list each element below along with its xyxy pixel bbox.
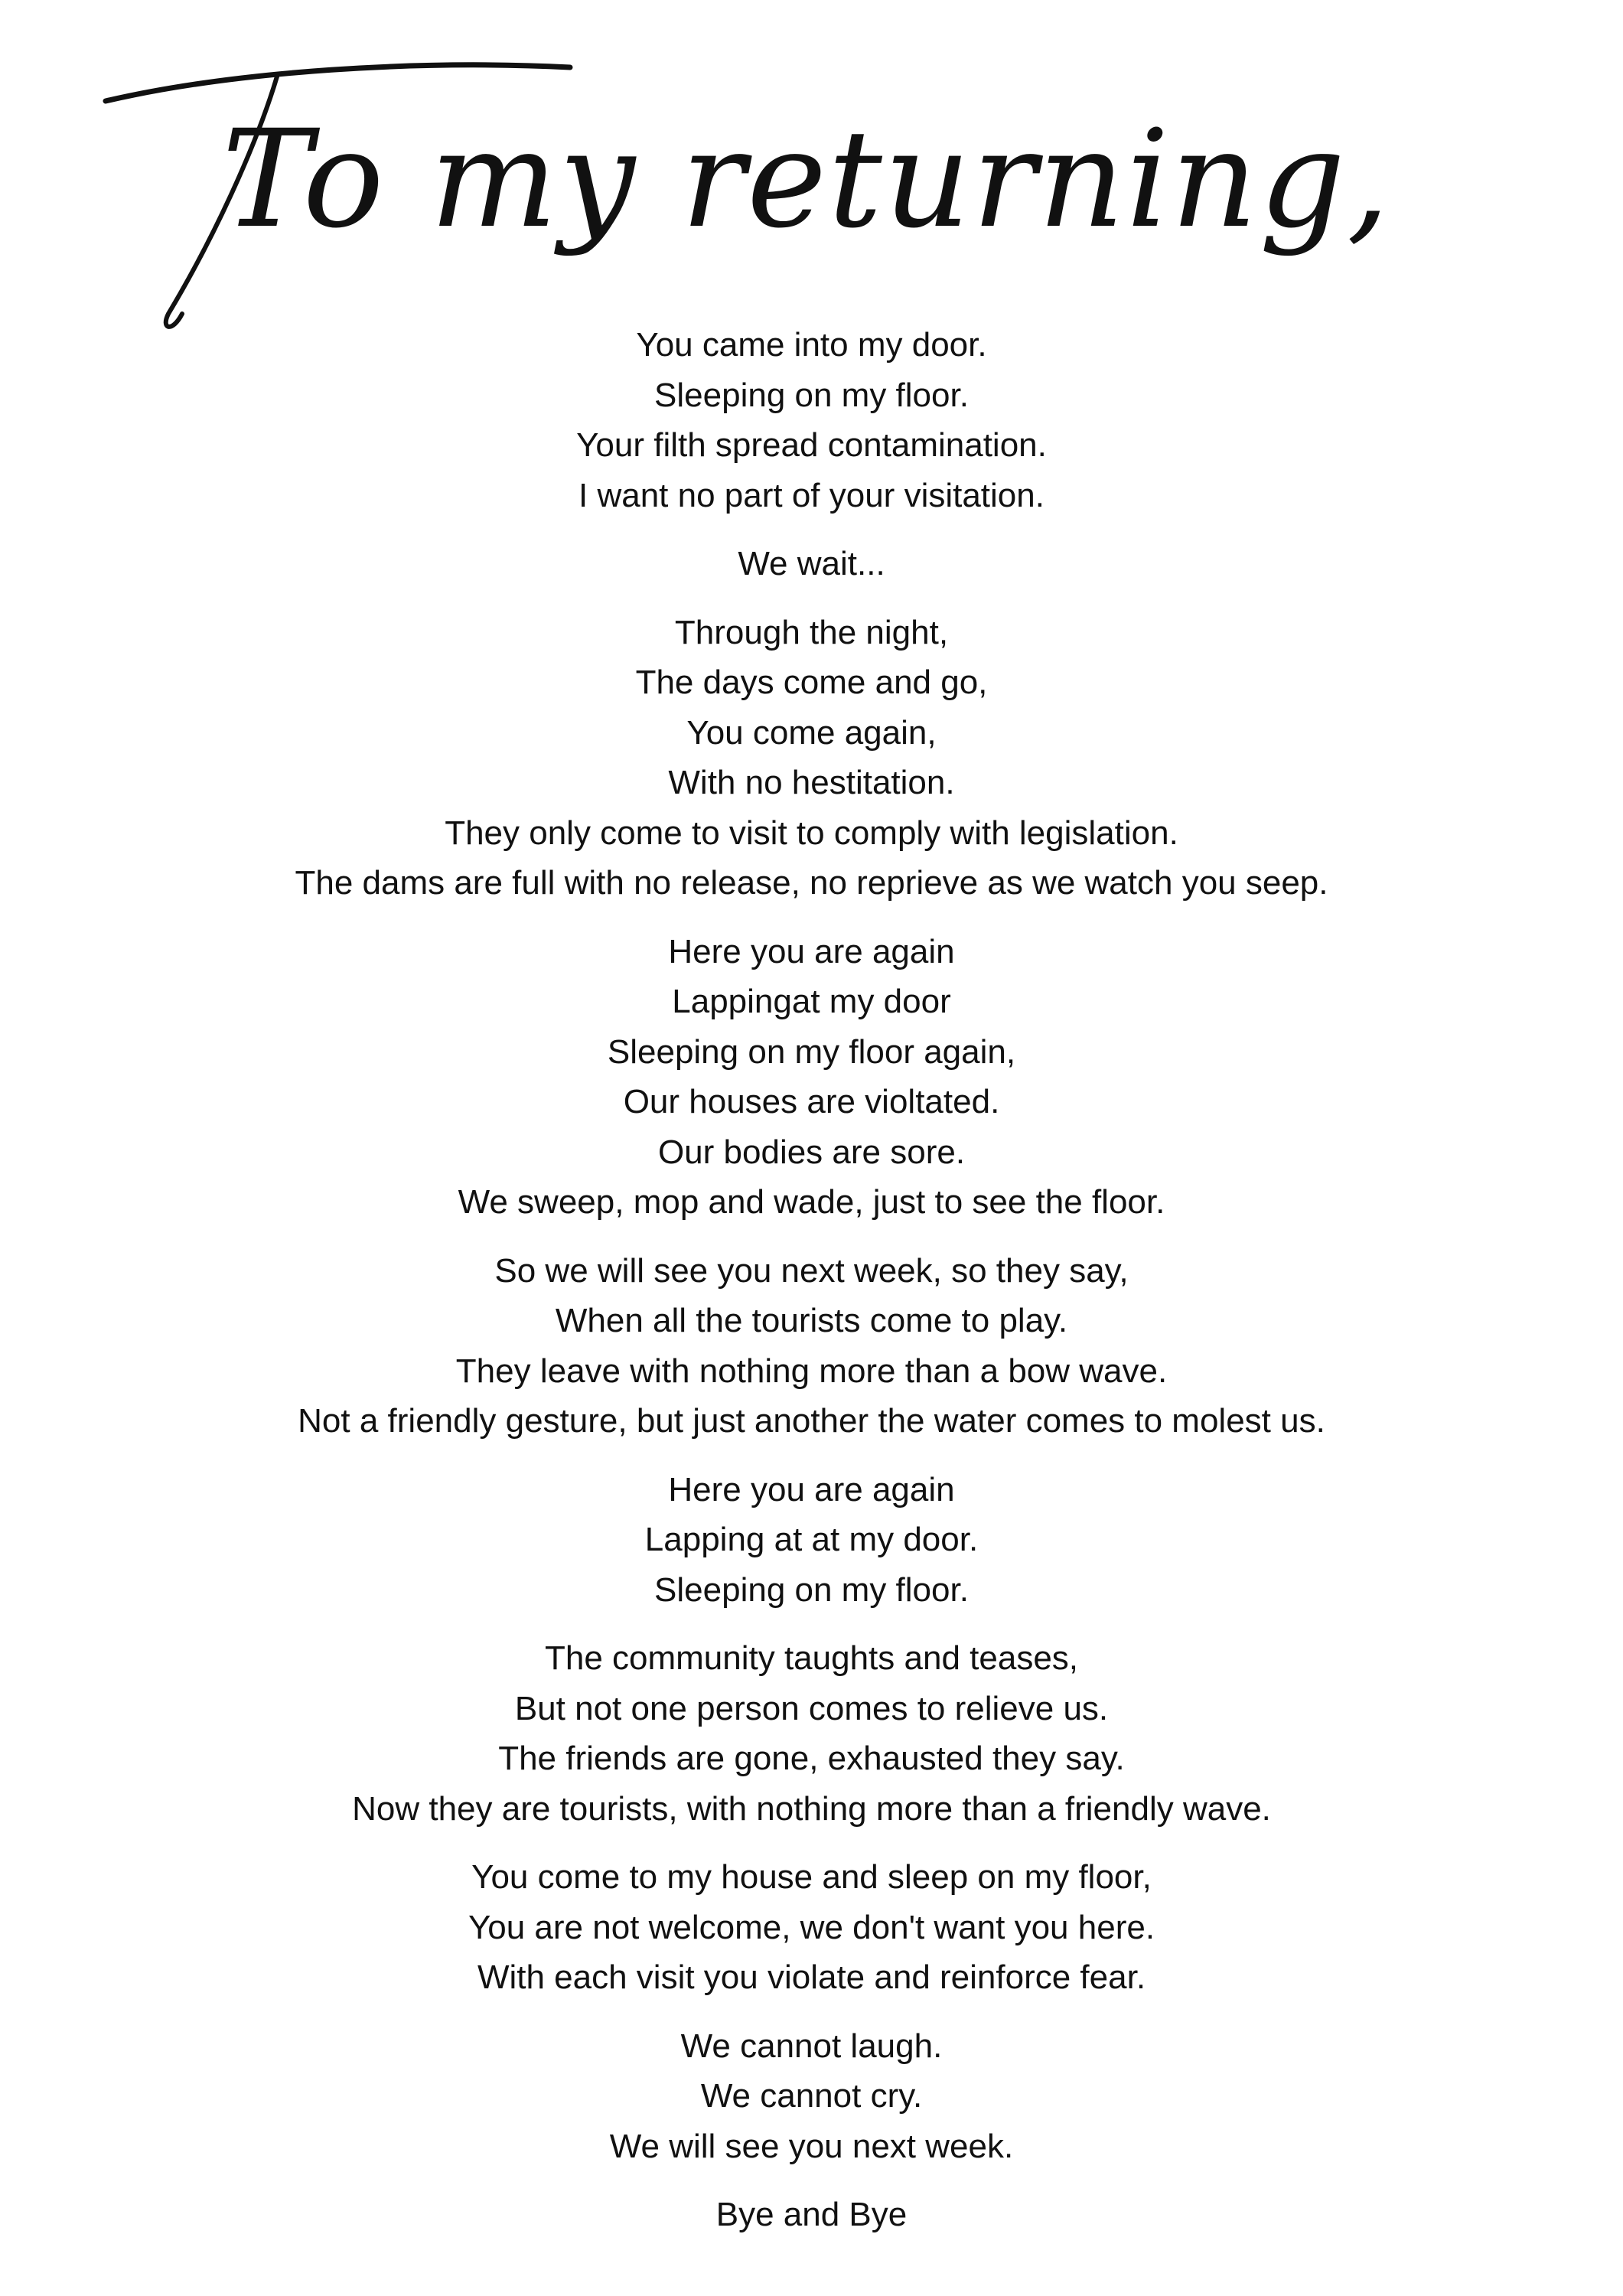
- poem-title: [99, 54, 1391, 344]
- stanza: [0, 927, 1623, 1228]
- script-title-graphic: [99, 54, 1391, 344]
- stanza: [0, 1246, 1623, 1446]
- poem-line: So we will see you next week, so they say,: [494, 1251, 1129, 1290]
- poem-line: You come again,: [686, 713, 937, 752]
- poem-line: Lapping at at my door.: [644, 1521, 979, 1558]
- poem-line: We will see you next week.: [609, 2127, 1014, 2165]
- poem-line: You came into my door.: [636, 326, 987, 364]
- poem-line: With each visit you violate and reinforce fear.: [477, 1958, 1146, 1996]
- poem-line: Sleeping on my floor.: [654, 376, 969, 414]
- title-flourish-stroke: [106, 65, 570, 101]
- poem-line: You come to my house and sleep on my floor,: [471, 1858, 1152, 1896]
- poem-line: Sleeping on my floor again,: [607, 1032, 1016, 1071]
- poem-line: They leave with nothing more than a bow wave.: [455, 1352, 1168, 1390]
- poem-line: Here you are again: [668, 932, 955, 970]
- poem-body: [0, 320, 1623, 2258]
- poem-line: Through the night,: [674, 613, 949, 651]
- poem-line: Our houses are violtated.: [623, 1083, 1000, 1120]
- stanza: [0, 1633, 1623, 1834]
- poem-line: We cannot cry.: [700, 2077, 923, 2115]
- poem-line: Bye and Bye: [715, 2196, 908, 2233]
- poem-line: You are not welcome, we don't want you here.: [468, 1908, 1155, 1946]
- poem-line: The dams are full with no release, no reprieve as we watch you seep.: [295, 864, 1328, 902]
- stanza: [0, 2021, 1623, 2172]
- poem-line: The friends are gone, exhausted they say.: [498, 1740, 1125, 1777]
- poem-line: We wait...: [738, 545, 885, 582]
- stanza: [0, 1465, 1623, 1616]
- stanza: [0, 539, 1623, 589]
- poem-line: Not a friendly gesture, but just another the water comes to molest us.: [298, 1402, 1325, 1440]
- poem-line: I want no part of your visitation.: [578, 476, 1045, 514]
- poem-line: Here you are again: [668, 1470, 955, 1508]
- poem-line: We cannot laugh.: [680, 2027, 943, 2065]
- poem-line: Lappingat my door: [672, 983, 951, 1020]
- stanza: [0, 608, 1623, 908]
- stanza: [0, 1852, 1623, 2003]
- poem-line: The community taughts and teases,: [544, 1639, 1079, 1677]
- poem-line: Sleeping on my floor.: [654, 1570, 969, 1609]
- poem-line: They only come to visit to comply with legislation.: [445, 814, 1178, 852]
- stanza: [0, 2190, 1623, 2240]
- poem-line: Your filth spread contamination.: [576, 426, 1047, 464]
- poem-line: But not one person comes to relieve us.: [514, 1689, 1109, 1727]
- poem-line: Now they are tourists, with nothing more than a friendly wave.: [352, 1789, 1271, 1828]
- poem-line: When all the tourists come to play.: [555, 1302, 1068, 1339]
- poem-line: We sweep, mop and wade, just to see the floor.: [458, 1183, 1165, 1221]
- poem-line: Our bodies are sore.: [657, 1133, 966, 1171]
- stanza: [0, 320, 1623, 520]
- poem-line: With no hestitation.: [668, 764, 955, 801]
- poem-line: The days come and go,: [635, 664, 988, 701]
- title-text: To my returning,: [222, 101, 1391, 258]
